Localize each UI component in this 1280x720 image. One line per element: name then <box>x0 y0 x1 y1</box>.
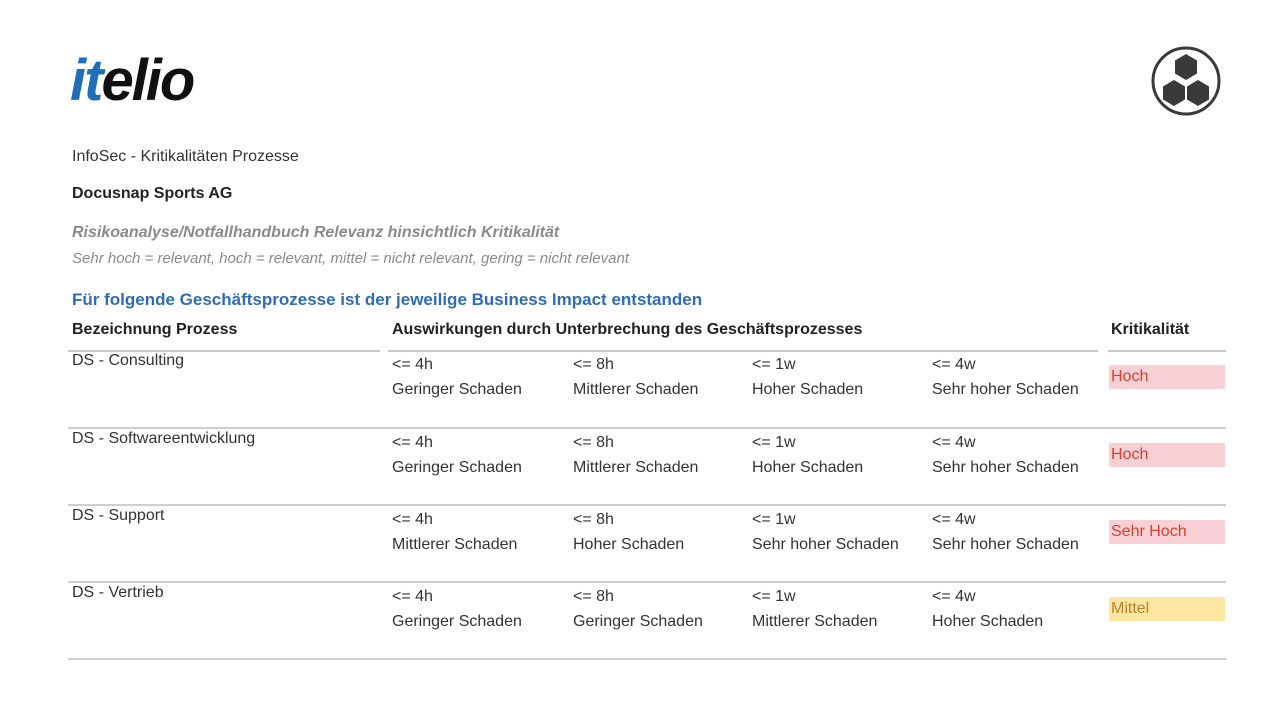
impact-damage: Mittlerer Schaden <box>573 459 699 476</box>
impact-time: <= 4w <box>932 356 976 373</box>
itelio-logo <box>70 48 194 113</box>
impact-time: <= 4h <box>392 511 433 528</box>
business-impact-heading: Für folgende Geschäftsprozesse ist der jeweilige Business Impact entstanden <box>72 290 703 309</box>
impact-time: <= 1w <box>752 588 796 605</box>
table-bottom-rule <box>68 658 1226 660</box>
impact-cell <box>392 352 522 402</box>
logo-part-it: it <box>70 48 102 113</box>
impact-time: <= 4h <box>392 588 433 605</box>
impact-cell <box>392 584 522 634</box>
process-name: DS - Softwareentwicklung <box>72 430 256 447</box>
hexagon-cubes-icon <box>1150 45 1222 117</box>
impact-damage: Hoher Schaden <box>752 459 864 476</box>
company-name: Docusnap Sports AG <box>72 185 233 202</box>
impact-cell <box>932 430 1079 480</box>
impact-damage: Mittlerer Schaden <box>752 613 878 630</box>
impact-cell <box>932 352 1079 402</box>
impact-damage: Sehr hoher Schaden <box>932 536 1079 553</box>
table-row <box>0 507 1280 585</box>
header-impact: Auswirkungen durch Unterbrechung des Geschäftsprozesses <box>392 321 863 338</box>
header-process: Bezeichnung Prozess <box>72 321 238 338</box>
impact-time: <= 4w <box>932 511 976 528</box>
impact-cell <box>932 584 1043 634</box>
impact-damage: Geringer Schaden <box>392 613 522 630</box>
impact-cell <box>573 352 698 402</box>
impact-cell <box>573 430 698 480</box>
risk-relevance-legend: Sehr hoch = relevant, hoch = relevant, mittel = nicht relevant, gering = nicht relevant <box>72 250 629 267</box>
criticality-badge: Sehr Hoch <box>1109 520 1225 544</box>
impact-damage: Mittlerer Schaden <box>392 536 518 553</box>
impact-cell <box>573 507 684 557</box>
process-name: DS - Support <box>72 507 165 524</box>
document-title: InfoSec - Kritikalitäten Prozesse <box>72 148 299 165</box>
impact-damage: Geringer Schaden <box>573 613 703 630</box>
table-row <box>0 430 1280 508</box>
impact-damage: Geringer Schaden <box>392 459 522 476</box>
table-row <box>0 352 1280 430</box>
impact-damage: Sehr hoher Schaden <box>752 536 899 553</box>
process-name: DS - Vertrieb <box>72 584 164 601</box>
criticality-badge: Mittel <box>1109 597 1225 621</box>
criticality-badge: Hoch <box>1109 365 1225 389</box>
impact-time: <= 8h <box>573 434 614 451</box>
impact-cell <box>752 352 863 402</box>
impact-time: <= 8h <box>573 588 614 605</box>
table-row <box>0 584 1280 662</box>
impact-time: <= 1w <box>752 356 796 373</box>
impact-cell <box>752 507 899 557</box>
impact-cell <box>932 507 1079 557</box>
impact-time: <= 8h <box>573 511 614 528</box>
impact-time: <= 4w <box>932 434 976 451</box>
impact-cell <box>752 584 877 634</box>
row-separator <box>68 581 1226 583</box>
impact-time: <= 1w <box>752 511 796 528</box>
header-criticality: Kritikalität <box>1111 321 1190 338</box>
impact-cell <box>392 430 522 480</box>
row-separator <box>68 427 1226 429</box>
impact-time: <= 8h <box>573 356 614 373</box>
impact-damage: Geringer Schaden <box>392 381 522 398</box>
row-separator <box>68 504 1226 506</box>
impact-damage: Sehr hoher Schaden <box>932 459 1079 476</box>
impact-time: <= 4h <box>392 356 433 373</box>
impact-time: <= 4h <box>392 434 433 451</box>
impact-damage: Hoher Schaden <box>932 613 1044 630</box>
impact-cell <box>392 507 517 557</box>
risk-analysis-title: Risikoanalyse/Notfallhandbuch Relevanz hinsichtlich Kritikalität <box>72 224 560 241</box>
impact-damage: Mittlerer Schaden <box>573 381 699 398</box>
impact-damage: Hoher Schaden <box>752 381 864 398</box>
impact-damage: Sehr hoher Schaden <box>932 381 1079 398</box>
impact-cell <box>573 584 703 634</box>
criticality-badge: Hoch <box>1109 443 1225 467</box>
impact-time: <= 4w <box>932 588 976 605</box>
impact-cell <box>752 430 863 480</box>
logo-part-elio: elio <box>101 48 194 113</box>
impact-damage: Hoher Schaden <box>573 536 685 553</box>
impact-time: <= 1w <box>752 434 796 451</box>
process-name: DS - Consulting <box>72 352 185 369</box>
